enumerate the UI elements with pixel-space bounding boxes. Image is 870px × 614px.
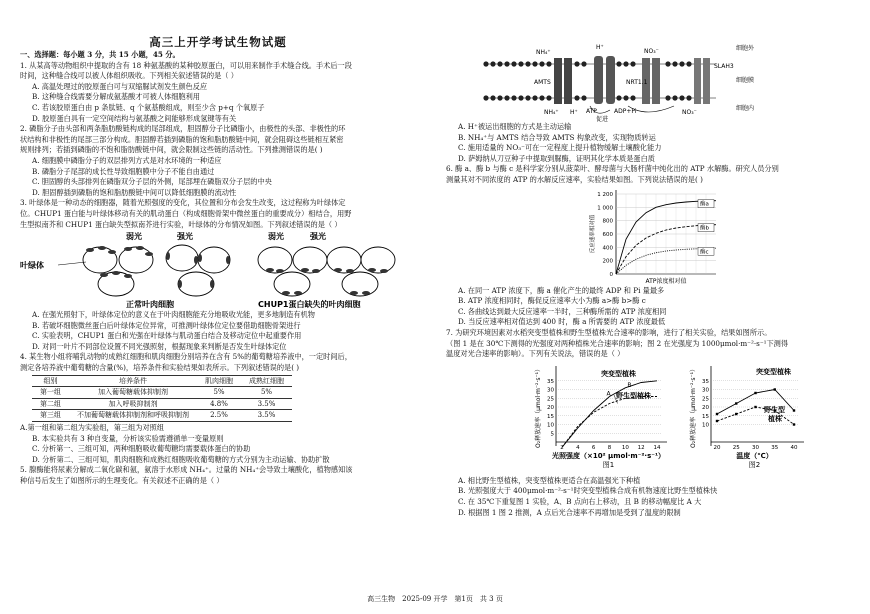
nh4-in-label: NH₄⁺ [544,109,559,116]
y-tick-label: 800 [602,218,613,225]
q6-stem: 6. 酶 a、酶 b 与酶 c 是科学家分别从菠菜叶、酵母菌与大肠杆菌中纯化出的 ATP 水解酶。研究人员分别 [446,164,779,174]
q7-option-b: B. 光照强度大于 400μmol·m⁻²·s⁻¹时突变型植株合成有机物速度比野生型植株快 [458,486,718,496]
q4-table [32,375,292,422]
q4-option-b: B. 本实验共有 3 种自变量，分析该实验需遵循单一变量原则 [32,433,224,443]
right-column [446,40,856,518]
table-cell: 加入葡萄糖载体抑制剂 [69,387,197,399]
q4-option-c: C. 分析第一、三组可知，两种细胞吸收葡萄糖均需要载体蛋白的协助 [32,444,251,454]
photosynthesis-charts [446,360,856,476]
lipid-head [518,95,523,100]
q6-option-c: C. 各曲线达到最大反应速率一半时，三种酶所需的 ATP 浓度相同 [458,306,667,316]
lipid-head [532,95,537,100]
lipid-head [574,95,579,100]
table-row [32,387,292,399]
lipid-head [504,61,509,66]
enzyme-rate-chart [446,186,856,286]
q7-option-a: A. 相比野生型植株，突变型植株更适合在高温强光下种植 [458,475,641,485]
lipid-head [525,95,530,100]
table-cell: 2.5% [197,410,241,422]
table-cell: 5% [197,387,241,399]
table-cell: 第一组 [32,387,69,399]
table-cell: 第三组 [32,410,69,422]
lipid-head [665,61,670,66]
x-tick-label: 20 [713,444,721,451]
q6-option-d: D. 当反应速率相对值达到 400 时，酶 a 所需要的 ATP 浓度最低 [458,317,666,327]
series-label: 酶b [700,225,709,232]
x-tick-label: 35 [771,444,779,451]
lipid-head [672,95,677,100]
q7-stem: 温度对光合速率的影响）。下列有关说法，错误的是（ ） [446,349,625,359]
q3-option-b: B. 若破坏细胞微丝蛋白后叶绿体定位异常，可推测叶绿体位定位要借助细胞骨架进行 [32,320,301,330]
table-cell: 加入呼吸抑制剂 [69,398,197,410]
x-tick-label: 30 [752,444,759,451]
y-tick-label: 30 [547,387,554,394]
q1-option-c: C. 若该胶原蛋白由 p 条肽链、q 个氨基酸组成，则至少含 p+q 个氧原子 [32,102,265,112]
q3-option-d: D. 对同一叶片不同部位设置不同光强照射，根据现象来判断是否发生叶绿体定位 [32,341,287,351]
x-tick-label: 40 [790,444,798,451]
q1-option-a: A. 高温处理过的胶原蛋白可与双缩脲试剂发生颜色反应 [32,81,208,91]
series-label: 酶c [700,248,709,255]
wild-label: 野生型植株 [616,391,651,400]
table-header: 成熟红细胞 [241,375,292,387]
data-point [793,423,795,425]
table-row [32,398,292,410]
q3-stem: 生型拟南芥和 CHUP1 蛋白缺失型拟南芥进行实验，叶绿体的分布情况如图。下列叙述错误的是（ ） [20,219,342,229]
nrt-label: NRT1.1 [626,79,648,86]
lipid-head [483,95,488,100]
q7-option-c: C. 在 35℃下重复图 1 实验，A、B 点向右上移动，且 B 的移动幅度比 A 大 [458,496,702,506]
lipid-head [574,61,579,66]
page-footer: 高三生物 2025-09 开学 第1页 共 3 页 [367,595,503,603]
chloroplast-dots [86,246,230,288]
slah-channel [694,58,701,104]
y-axis-label: O₂释放速率（μmol·m⁻²·s⁻¹） [535,365,542,448]
data-point [716,413,718,415]
y-tick-label: 5 [550,430,554,437]
q7-stem: 7. 为研究环境因素对水稻突变型植株和野生型植株光合速率的影响，进行了相关实验，结果如图所示。 [446,327,772,337]
chloroplast-figure [20,230,430,310]
lipid-head [623,61,628,66]
y-tick-label: 10 [547,422,554,429]
q2-stem: 状结构和非极性的尾部三部分构成。胆固醇若插到磷脂的饱和脂肪酸链中间，就会阻碍这些链相互紧密 [20,134,344,144]
x-tick-label: 25 [732,444,740,451]
y-tick-label: 20 [702,404,709,411]
y-tick-label: 1 000 [597,204,613,211]
lipid-head [546,95,551,100]
lipid-head [581,95,586,100]
membrane-transport-figure [446,40,856,122]
q5-option-d: D. 萨姆纳从刀豆种子中提取到脲酶，证明其化学本质是蛋白质 [458,153,655,163]
no3-out-label: NO₃⁻ [644,48,659,55]
q2-stem: 2. 磷脂分子由头部和两条脂肪酸链构成的尾部组成，胆固醇分子比磷脂小，由极性的头部、非极性的环 [20,124,346,134]
lipid-head [483,61,488,66]
promote-label: 促进 [596,116,609,122]
weak-light-label: 弱光 [268,232,284,242]
lipid-head [630,61,635,66]
q5-option-b: B. NH₄⁺与 AMTS 结合导致 AMTS 构象改变，实现物质转运 [458,132,656,142]
nh4-out-label: NH₄⁺ [536,49,551,56]
q1-stem: 1. 从某高等动物组织中提取的含有 18 种氨基酸的某种胶原蛋白，可以用来制作手术缝合线。手术后一段 [20,60,352,70]
point-b-label: B [627,381,632,389]
q1-option-d: D. 胶原蛋白具有一定空间结构与氨基酸之间能够形成氢键等有关 [32,113,237,123]
lipid-head [539,95,544,100]
q4-stem: 4. 某生物小组将哺乳动物的成熟红细胞和肌肉细胞分别培养在含有 5%的葡萄糖培养液中，一定时间后， [20,352,352,362]
q1-option-b: B. 这种缝合线需要分解成氨基酸才可被人体细胞利用 [32,92,200,102]
y-tick-label: 25 [547,395,554,402]
normal-cell-caption: 正常叶肉细胞 [126,300,174,310]
chloroplast-label: 叶绿体 [20,261,44,271]
y-tick-label: 400 [602,244,613,251]
lipid-head [532,61,537,66]
lipid-head [581,61,586,66]
mutant-chloroplast-dots [266,268,388,295]
x-tick-label: 6 [591,444,596,451]
normal-cell-group [83,245,230,296]
atp-label: ATP [586,108,597,115]
table-cell: 4.8% [197,398,241,410]
y-axis-label: O₂释放速率（μmol·m⁻²·s⁻¹） [690,365,697,448]
q6-option-a: A. 在同一 ATP 浓度下，酶 a 催化产生的最终 ADP 和 Pi 量最多 [458,285,665,295]
q5-option-c: C. 施用适量的 NO₃⁻可在一定程度上提升植物缓解土壤酸化能力 [458,143,662,153]
q5-stem: 5. 腺酶能将尿素分解成二氧化碳和氨，氨溶于水形成 NH₄⁺。过量的 NH₄⁺会导致土壤酸化，植物感知该 [20,465,353,475]
lipid-head [490,95,495,100]
q3-stem: 位。CHUP1 蛋白能与叶绿体移动有关的肌动蛋白（构成细胞骨架中微丝蛋白的重要成分）相结合，用野 [20,208,352,218]
q2-option-a: A. 细胞膜中磷脂分子的双层排列方式是对水环境的一种适应 [32,155,222,165]
series-line-2 [562,396,657,447]
y-tick-label: 25 [702,395,709,402]
lipid-head [616,61,621,66]
lipid-heads [483,61,691,100]
h-out-label: H⁺ [596,44,604,51]
q4-stem: 测定各培养液中葡萄糖的含量(%)，培养条件和实验结果如表所示。下列叙述错误的是( ) [20,363,300,373]
lipid-head [511,95,516,100]
data-point [716,420,718,422]
q1-stem: 时间，这种缝合线可以被人体组织吸收。下列相关叙述错误的是（ ） [20,71,238,81]
x-tick-label: 10 [621,444,629,451]
data-point [774,388,776,390]
table-cell: 3.5% [241,410,292,422]
lipid-head [630,95,635,100]
q3-stem: 3. 叶绿体是一种动态的细胞器，随着光照强度的变化，其位置和分布会发生改变，这过程称为叶绿体定 [20,198,346,208]
data-point [754,392,756,394]
y-tick-label: 35 [702,378,709,385]
strong-light-label: 强光 [177,232,193,242]
y-tick-label: 20 [547,404,554,411]
amts-label: AMTS [534,79,551,86]
lipid-head [623,95,628,100]
y-tick-label: 35 [547,378,554,385]
slah-channel [703,58,710,104]
x-tick-label: 14 [653,444,661,451]
x-tick-label: 4 [576,444,580,451]
lipid-head [504,95,509,100]
table-header: 肌肉细胞 [197,375,241,387]
x-tick-label: 8 [607,444,612,451]
table-header: 组别 [32,375,69,387]
q4-option-a: A.第一组和第二组为实验组，第三组为对照组 [20,423,165,433]
data-point [793,409,795,411]
x-axis-label: ATP浓度相对值 [645,277,687,285]
x-axis-label: 温度（℃） [736,451,773,460]
enzyme-chart [446,186,856,286]
y-tick-label: 200 [602,258,613,265]
lipid-head [518,61,523,66]
weak-light-label: 弱光 [126,232,142,242]
mutant-label: 突变型植株 [756,367,791,376]
atp-pump [606,56,615,104]
lipid-head [497,61,502,66]
y-tick-label: 1 200 [597,191,613,198]
q6-stem: 测量其对不同浓度的 ATP 的水解反应速率，实验结果如图。下列说法错误的是( ) [446,174,703,184]
lipid-head [679,61,684,66]
data-point [735,413,737,415]
table-cell: 5% [241,387,292,399]
point-a-label: A [606,390,611,398]
inside-label: 细胞内 [736,105,755,112]
chart-title: 图2 [748,460,761,469]
table-cell: 3.5% [241,398,292,410]
data-point [735,402,737,404]
atp-pump [594,56,603,104]
q3-option-a: A. 在强光照射下，叶绿体定位的意义在于叶肉细胞能充分地吸收光能，更多地制造有机物 [32,310,315,320]
lipid-head [616,95,621,100]
mutant-cell-caption: CHUP1蛋白缺失的叶肉细胞 [258,300,361,310]
q2-option-b: B. 磷脂分子尾部的成长性导致细胞膜中分子不能自由通过 [32,166,215,176]
lipid-head [672,61,677,66]
table-header-row [32,375,292,387]
q4-option-d: D. 分析第二、三组可知，肌肉细胞和成熟红细胞吸收葡萄糖的方式分别为主动运输、协助扩散 [32,454,330,464]
mutant-label: 突变型植株 [601,369,636,378]
table-row [32,410,292,422]
q7-option-d: D. 根据图 1 图 2 推测，A 点后光合速率不再增加是受到了温度的限制 [458,507,681,517]
lipid-head [679,95,684,100]
membrane-label: 细胞膜 [736,77,755,84]
x-tick-label: 12 [637,444,645,451]
h-in-label: H⁺ [570,109,578,116]
y-tick-label: 30 [702,387,709,394]
y-tick-label: 15 [702,413,709,420]
strong-light-label: 强光 [310,232,326,242]
q2-option-d: D. 胆固醇插到磷脂的饱和脂肪酸链中间可以降低细胞膜的流动性 [32,187,237,197]
lipid-head [497,95,502,100]
wild-label: 野生型 [764,405,785,414]
data-point [754,406,756,408]
lipid-head [511,61,516,66]
light-temp-charts [446,360,856,476]
left-column [20,50,430,487]
lipid-head [525,61,530,66]
q3-option-c: C. 实验表明，CHUP1 蛋白和光强在叶绿体与肌动蛋白结合及移动定位中起重要作用 [32,331,302,341]
amts-channel [554,58,562,104]
no3-in-label: NO₃⁻ [682,109,697,116]
adp-label: ADP+Pi [614,108,637,115]
slah-label: SLAH3 [714,63,734,70]
x-axis-label: 光照强度（×10² μmol·m⁻²·s⁻¹） [551,451,666,460]
lipid-head [686,61,691,66]
wild-label: 植株 [768,414,782,423]
series-label: 酶a [700,201,709,208]
table-cell: 第二组 [32,398,69,410]
q6-option-b: B. ATP 浓度相同时，酶促反应速率大小为酶 a>酶 b>酶 c [458,296,646,306]
y-axis-label: 反应速率相对值 [590,214,596,253]
lipid-head [686,95,691,100]
q5-stem: 种信号后发生了如图所示的生理变化。有关叙述不正确的是（ ） [20,476,224,485]
nrt-transporter [652,58,660,104]
q7-stem: （图 1 是在 30℃下测得的光强度对两种植株光合速率的影响；图 2 在光强度为 1000μmol·m⁻²·s⁻¹下测得 [446,338,789,348]
x-tick-label: 2 [560,444,564,451]
lipid-head [539,61,544,66]
lipid-head [665,95,670,100]
y-tick-label: 0 [609,271,613,278]
chart-title: 图1 [602,460,615,469]
y-tick-label: 15 [547,413,554,420]
q2-option-c: C. 胆固醇的头部排列在磷脂双分子层的外侧，尾部埋在磷脂双分子层的中央 [32,177,272,187]
amts-channel [564,58,572,104]
page-title: 高三上开学考试生物试题 [149,35,287,49]
y-tick-label: 600 [602,231,613,238]
y-tick-label: 10 [702,422,709,429]
lipid-head [546,61,551,66]
q2-stem: 规则排列；若插到磷脂的不饱和脂肪酸链中间，就会限制这些链的活动性。下列推测错误的是( ) [20,145,323,155]
q5-option-a: A. H⁺被运出细胞的方式是主动运输 [458,122,572,131]
outside-label: 细胞外 [736,45,755,52]
table-header: 培养条件 [69,375,197,387]
section-heading: 一、选择题：每小题 3 分，共 15 小题，45 分。 [20,50,180,59]
table-cell: 不加葡萄糖载体抑制剂和呼吸抑制剂 [69,410,197,422]
lipid-head [490,61,495,66]
